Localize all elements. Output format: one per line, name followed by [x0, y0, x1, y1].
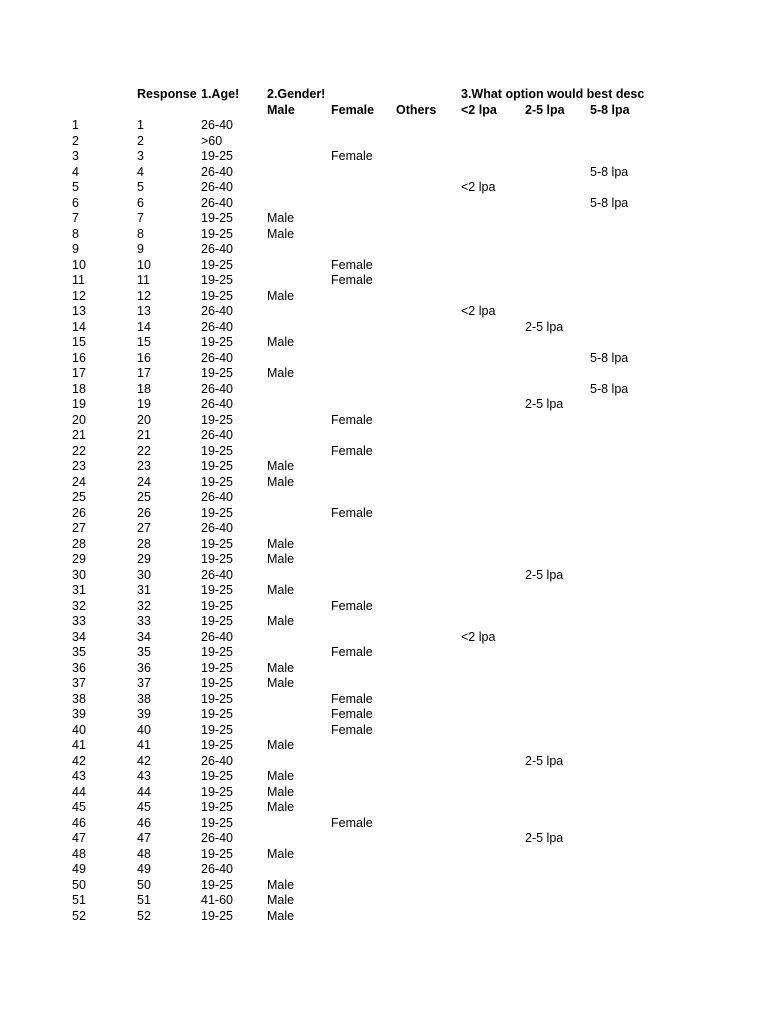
cell-age: 19-25: [201, 676, 233, 690]
table-row: [0, 614, 768, 630]
table-row: [0, 645, 768, 661]
cell-response-id: 4: [137, 164, 144, 179]
cell-response-id: 37: [137, 676, 151, 690]
cell-age: 19-25: [201, 738, 233, 752]
cell-age: 19-25: [201, 707, 233, 721]
table-row: [0, 909, 768, 925]
cell-male: Male: [267, 908, 295, 923]
cell-age: 19-25: [201, 474, 233, 489]
cell-row-index: 49: [72, 862, 86, 876]
table-row: [0, 506, 768, 522]
cell-row-index: 11: [72, 273, 85, 287]
subheader-male: Male: [267, 103, 295, 117]
cell-row-index: 17: [72, 366, 86, 380]
table-row: [0, 428, 768, 444]
table-row: [0, 134, 768, 150]
cell-response-id: 47: [137, 831, 151, 845]
cell-age: 26-40: [201, 242, 233, 256]
cell-age: 26-40: [201, 521, 233, 535]
subheader-lt2lpa: <2 lpa: [461, 103, 497, 117]
cell-row-index: 6: [72, 195, 79, 210]
table-row: [0, 893, 768, 909]
cell-row-index: 20: [72, 412, 86, 427]
cell-female: Female: [331, 505, 373, 520]
cell-response-id: 50: [137, 877, 151, 892]
cell-row-index: 13: [72, 304, 86, 318]
cell-response-id: 32: [137, 598, 151, 613]
cell-age: 19-25: [201, 784, 233, 799]
table-row: [0, 366, 768, 382]
cell-female: Female: [331, 722, 373, 737]
cell-response-id: 25: [137, 490, 151, 504]
cell-lt2-lpa: <2 lpa: [461, 629, 496, 644]
cell-row-index: 34: [72, 629, 86, 644]
cell-age: 19-25: [201, 614, 233, 628]
cell-row-index: 3: [72, 149, 79, 163]
cell-age: 19-25: [201, 877, 233, 892]
cell-row-index: 27: [72, 521, 86, 535]
cell-row-index: 4: [72, 164, 79, 179]
table-row: [0, 754, 768, 770]
header-response: Response: [137, 87, 197, 101]
table-row: [0, 816, 768, 832]
cell-row-index: 25: [72, 490, 86, 504]
cell-male: Male: [267, 676, 295, 690]
cell-age: 19-25: [201, 769, 233, 783]
cell-male: Male: [267, 769, 295, 783]
table-row: [0, 196, 768, 212]
cell-response-id: 52: [137, 908, 151, 923]
cell-age: 26-40: [201, 164, 233, 179]
table-row: [0, 537, 768, 553]
cell-age: 19-25: [201, 800, 233, 814]
cell-response-id: 15: [137, 335, 151, 349]
cell-female: Female: [331, 645, 373, 659]
cell-female: Female: [331, 412, 373, 427]
cell-row-index: 45: [72, 800, 86, 814]
cell-age: 19-25: [201, 583, 233, 597]
cell-male: Male: [267, 536, 295, 551]
cell-age: 19-25: [201, 598, 233, 613]
cell-response-id: 9: [137, 242, 144, 256]
cell-age: 26-40: [201, 381, 233, 396]
cell-male: Male: [267, 552, 295, 566]
cell-row-index: 10: [72, 257, 86, 272]
cell-male: Male: [267, 474, 295, 489]
cell-row-index: 19: [72, 397, 86, 411]
cell-response-id: 3: [137, 149, 144, 163]
table-row: [0, 304, 768, 320]
cell-male: Male: [267, 288, 295, 303]
table-row: [0, 862, 768, 878]
cell-row-index: 43: [72, 769, 86, 783]
table-row: [0, 676, 768, 692]
table-row: [0, 847, 768, 863]
cell-row-index: 28: [72, 536, 86, 551]
cell-row-index: 29: [72, 552, 86, 566]
cell-response-id: 11: [137, 273, 150, 287]
header-q3: 3.What option would best desc: [461, 87, 645, 101]
cell-age: 26-40: [201, 180, 233, 194]
cell-response-id: 42: [137, 753, 151, 768]
cell-female: Female: [331, 815, 373, 830]
cell-response-id: 12: [137, 288, 151, 303]
cell-age: 26-40: [201, 195, 233, 210]
cell-age: 26-40: [201, 629, 233, 644]
subheader-2-5lpa: 2-5 lpa: [525, 103, 565, 117]
table-row: [0, 831, 768, 847]
cell-response-id: 35: [137, 645, 151, 659]
cell-response-id: 31: [137, 583, 151, 597]
cell-male: Male: [267, 366, 295, 380]
cell-2-5-lpa: 2-5 lpa: [525, 397, 564, 411]
cell-age: >60: [201, 133, 223, 148]
cell-row-index: 12: [72, 288, 86, 303]
cell-row-index: 8: [72, 226, 79, 241]
cell-response-id: 27: [137, 521, 151, 535]
cell-2-5-lpa: 2-5 lpa: [525, 567, 564, 582]
cell-response-id: 38: [137, 691, 151, 706]
cell-response-id: 30: [137, 567, 151, 582]
header-gender: 2.Gender!: [267, 87, 326, 101]
subheader-5-8lpa: 5-8 lpa: [590, 103, 630, 117]
cell-age: 19-25: [201, 660, 233, 675]
cell-response-id: 7: [137, 211, 144, 225]
cell-response-id: 16: [137, 350, 151, 365]
cell-response-id: 21: [137, 428, 151, 442]
cell-row-index: 50: [72, 877, 86, 892]
cell-row-index: 41: [72, 738, 86, 752]
header-age: 1.Age!: [201, 87, 240, 101]
header-row-2: [0, 102, 768, 118]
cell-row-index: 31: [72, 583, 86, 597]
cell-row-index: 35: [72, 645, 86, 659]
cell-row-index: 18: [72, 381, 86, 396]
cell-row-index: 16: [72, 350, 86, 365]
cell-response-id: 40: [137, 722, 151, 737]
cell-male: Male: [267, 893, 295, 907]
cell-response-id: 43: [137, 769, 151, 783]
cell-male: Male: [267, 614, 295, 628]
cell-row-index: 21: [72, 428, 86, 442]
cell-age: 26-40: [201, 118, 233, 132]
cell-2-5-lpa: 2-5 lpa: [525, 753, 564, 768]
table-row: [0, 800, 768, 816]
cell-male: Male: [267, 660, 295, 675]
cell-response-id: 51: [137, 893, 151, 907]
cell-age: 19-25: [201, 846, 233, 861]
cell-row-index: 47: [72, 831, 86, 845]
cell-age: 19-25: [201, 149, 233, 163]
table-row: [0, 738, 768, 754]
cell-male: Male: [267, 211, 295, 225]
cell-row-index: 26: [72, 505, 86, 520]
cell-age: 19-25: [201, 211, 233, 225]
cell-response-id: 48: [137, 846, 151, 861]
cell-male: Male: [267, 784, 295, 799]
table-row: [0, 707, 768, 723]
cell-response-id: 22: [137, 443, 151, 458]
table-row: [0, 552, 768, 568]
cell-male: Male: [267, 800, 295, 814]
cell-row-index: 48: [72, 846, 86, 861]
cell-age: 26-40: [201, 862, 233, 876]
cell-age: 19-25: [201, 273, 233, 287]
cell-female: Female: [331, 598, 373, 613]
cell-male: Male: [267, 459, 295, 473]
cell-male: Male: [267, 335, 295, 349]
cell-response-id: 41: [137, 738, 151, 752]
subheader-female: Female: [331, 103, 375, 117]
table-row: [0, 583, 768, 599]
cell-row-index: 36: [72, 660, 86, 675]
cell-2-5-lpa: 2-5 lpa: [525, 319, 564, 334]
table-row: [0, 444, 768, 460]
cell-age: 19-25: [201, 645, 233, 659]
cell-male: Male: [267, 226, 295, 241]
cell-age: 19-25: [201, 226, 233, 241]
table-row: [0, 242, 768, 258]
cell-row-index: 22: [72, 443, 86, 458]
cell-row-index: 1: [72, 118, 79, 132]
cell-age: 19-25: [201, 459, 233, 473]
cell-age: 19-25: [201, 722, 233, 737]
cell-row-index: 23: [72, 459, 86, 473]
cell-male: Male: [267, 846, 295, 861]
cell-response-id: 5: [137, 180, 144, 194]
cell-response-id: 10: [137, 257, 151, 272]
cell-row-index: 51: [72, 893, 86, 907]
data-rows: [0, 118, 768, 924]
table-row: [0, 289, 768, 305]
subheader-others: Others: [396, 103, 437, 117]
cell-row-index: 32: [72, 598, 86, 613]
cell-response-id: 13: [137, 304, 151, 318]
cell-age: 26-40: [201, 567, 233, 582]
cell-response-id: 23: [137, 459, 151, 473]
table-row: [0, 397, 768, 413]
table-row: [0, 273, 768, 289]
cell-age: 19-25: [201, 288, 233, 303]
cell-age: 26-40: [201, 831, 233, 845]
spreadsheet: [0, 86, 768, 924]
cell-age: 26-40: [201, 428, 233, 442]
table-row: [0, 630, 768, 646]
cell-female: Female: [331, 257, 373, 272]
cell-female: Female: [331, 273, 373, 287]
cell-response-id: 19: [137, 397, 151, 411]
table-row: [0, 475, 768, 491]
cell-age: 19-25: [201, 552, 233, 566]
table-row: [0, 180, 768, 196]
cell-5-8-lpa: 5-8 lpa: [590, 381, 629, 396]
table-row: [0, 335, 768, 351]
cell-response-id: 8: [137, 226, 144, 241]
cell-age: 19-25: [201, 366, 233, 380]
table-row: [0, 723, 768, 739]
cell-male: Male: [267, 583, 295, 597]
table-row: [0, 599, 768, 615]
table-row: [0, 320, 768, 336]
table-row: [0, 351, 768, 367]
cell-response-id: 49: [137, 862, 151, 876]
cell-response-id: 18: [137, 381, 151, 396]
table-row: [0, 227, 768, 243]
cell-row-index: 39: [72, 707, 86, 721]
cell-row-index: 15: [72, 335, 86, 349]
cell-row-index: 14: [72, 319, 86, 334]
table-row: [0, 165, 768, 181]
table-row: [0, 785, 768, 801]
cell-row-index: 44: [72, 784, 86, 799]
cell-age: 19-25: [201, 815, 233, 830]
cell-5-8-lpa: 5-8 lpa: [590, 195, 629, 210]
cell-response-id: 1: [137, 118, 144, 132]
table-row: [0, 258, 768, 274]
header-row-1: [0, 86, 768, 102]
cell-response-id: 14: [137, 319, 151, 334]
table-row: [0, 568, 768, 584]
table-row: [0, 413, 768, 429]
table-row: [0, 878, 768, 894]
cell-lt2-lpa: <2 lpa: [461, 180, 496, 194]
cell-male: Male: [267, 738, 295, 752]
cell-age: 26-40: [201, 753, 233, 768]
cell-female: Female: [331, 707, 373, 721]
cell-age: 19-25: [201, 908, 233, 923]
cell-row-index: 46: [72, 815, 86, 830]
cell-response-id: 44: [137, 784, 151, 799]
cell-response-id: 6: [137, 195, 144, 210]
cell-age: 26-40: [201, 319, 233, 334]
cell-age: 26-40: [201, 350, 233, 365]
cell-age: 19-25: [201, 412, 233, 427]
table-row: [0, 149, 768, 165]
cell-lt2-lpa: <2 lpa: [461, 304, 496, 318]
cell-response-id: 39: [137, 707, 151, 721]
cell-row-index: 42: [72, 753, 86, 768]
cell-5-8-lpa: 5-8 lpa: [590, 350, 629, 365]
cell-response-id: 33: [137, 614, 151, 628]
cell-response-id: 29: [137, 552, 151, 566]
cell-5-8-lpa: 5-8 lpa: [590, 164, 629, 179]
cell-response-id: 26: [137, 505, 151, 520]
cell-response-id: 17: [137, 366, 151, 380]
table-row: [0, 118, 768, 134]
table-row: [0, 459, 768, 475]
cell-female: Female: [331, 443, 373, 458]
table-row: [0, 661, 768, 677]
cell-response-id: 34: [137, 629, 151, 644]
cell-response-id: 28: [137, 536, 151, 551]
cell-age: 19-25: [201, 505, 233, 520]
cell-response-id: 2: [137, 133, 144, 148]
cell-row-index: 9: [72, 242, 79, 256]
cell-row-index: 38: [72, 691, 86, 706]
cell-response-id: 20: [137, 412, 151, 427]
table-row: [0, 211, 768, 227]
cell-row-index: 30: [72, 567, 86, 582]
cell-female: Female: [331, 149, 373, 163]
table-row: [0, 692, 768, 708]
cell-row-index: 37: [72, 676, 86, 690]
cell-row-index: 24: [72, 474, 86, 489]
cell-response-id: 24: [137, 474, 151, 489]
cell-age: 19-25: [201, 257, 233, 272]
cell-row-index: 7: [72, 211, 79, 225]
cell-female: Female: [331, 691, 373, 706]
cell-male: Male: [267, 877, 295, 892]
cell-2-5-lpa: 2-5 lpa: [525, 831, 564, 845]
cell-age: 26-40: [201, 490, 233, 504]
table-row: [0, 490, 768, 506]
cell-row-index: 5: [72, 180, 79, 194]
cell-age: 26-40: [201, 304, 233, 318]
cell-response-id: 36: [137, 660, 151, 675]
cell-row-index: 52: [72, 908, 86, 923]
cell-row-index: 2: [72, 133, 79, 148]
cell-age: 26-40: [201, 397, 233, 411]
cell-response-id: 46: [137, 815, 151, 830]
cell-row-index: 33: [72, 614, 86, 628]
table-row: [0, 382, 768, 398]
cell-row-index: 40: [72, 722, 86, 737]
cell-age: 19-25: [201, 335, 233, 349]
cell-age: 41-60: [201, 893, 233, 907]
table-row: [0, 521, 768, 537]
cell-age: 19-25: [201, 443, 233, 458]
cell-age: 19-25: [201, 536, 233, 551]
cell-age: 19-25: [201, 691, 233, 706]
cell-response-id: 45: [137, 800, 151, 814]
table-row: [0, 769, 768, 785]
